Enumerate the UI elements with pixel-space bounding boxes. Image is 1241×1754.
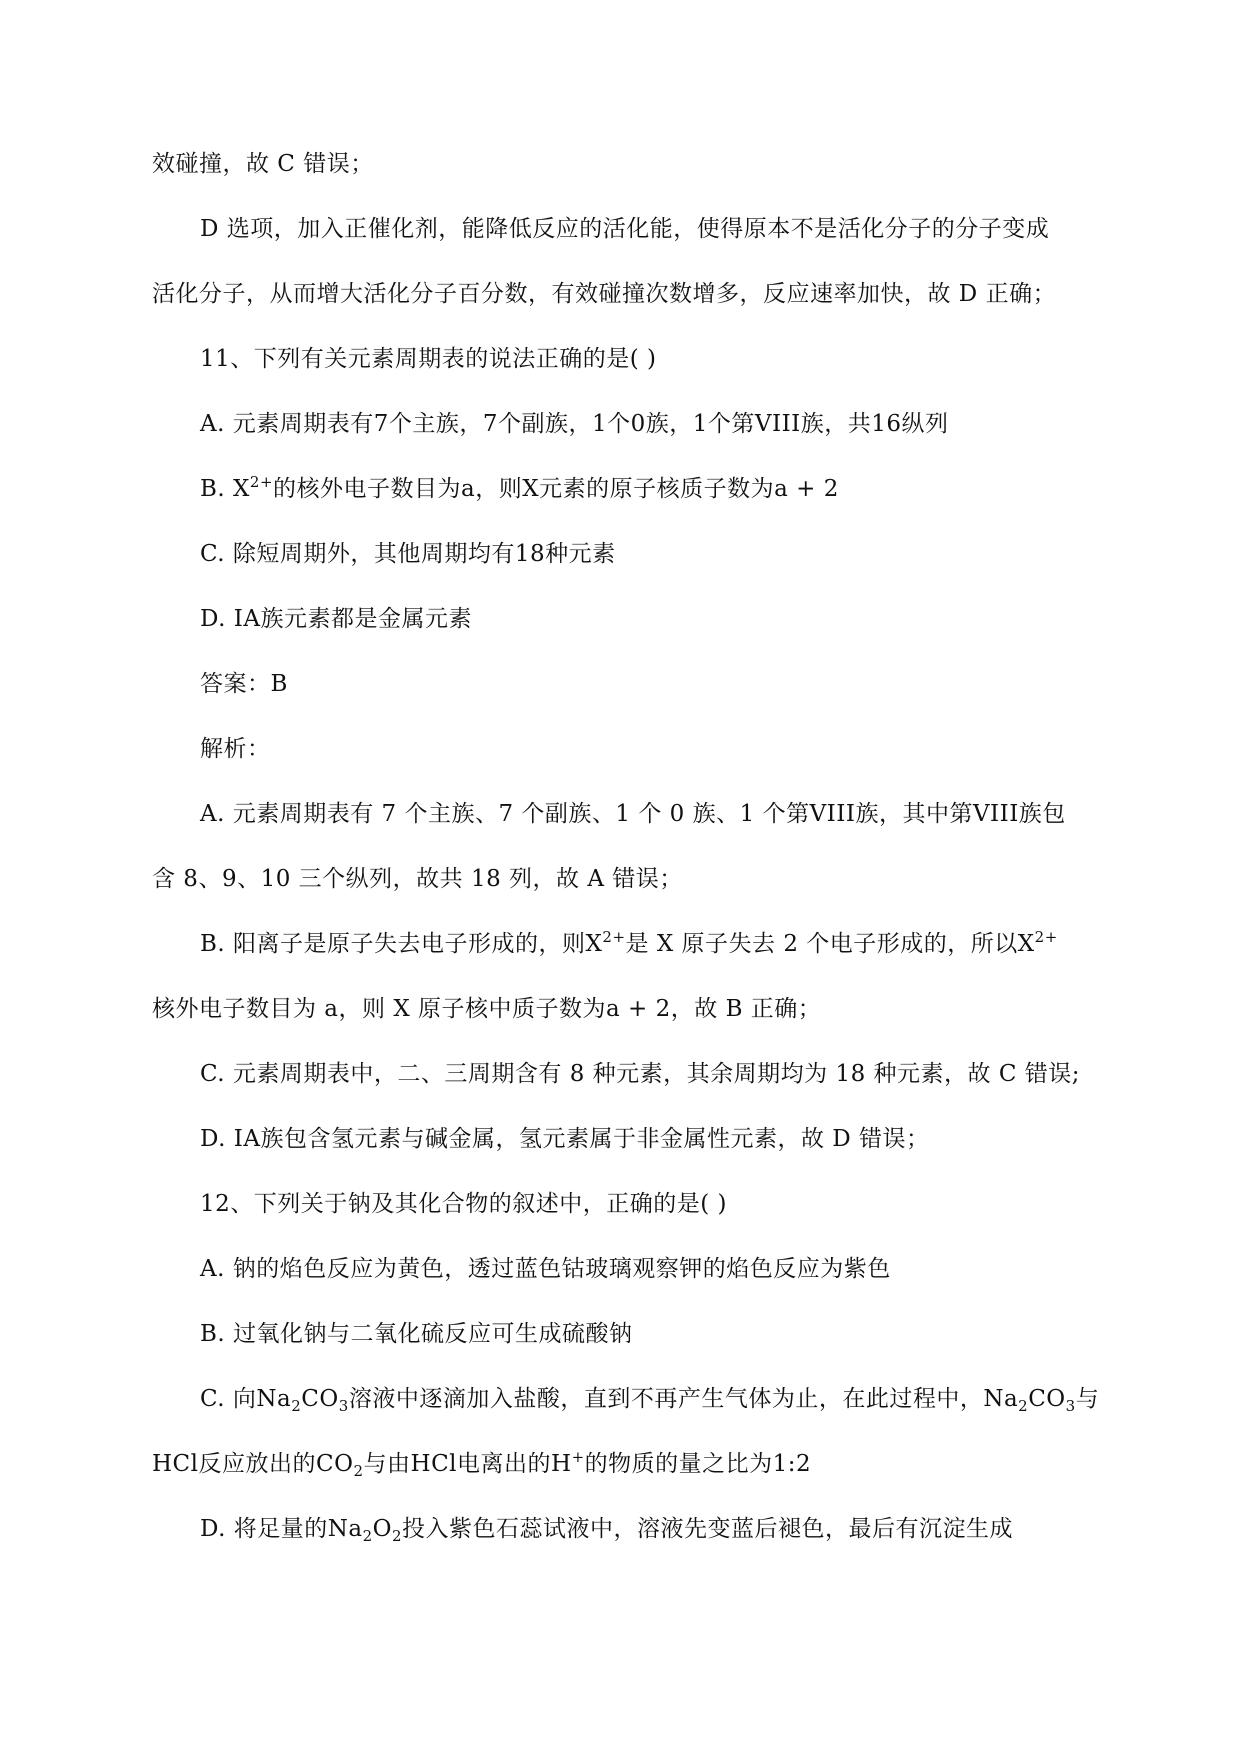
question-12-option-b: B. 过氧化钠与二氧化硫反应可生成硫酸钠 [200, 1321, 633, 1347]
analysis-line: A. 元素周期表有 7 个主族、7 个副族、1 个 0 族、1 个第VIII族，其中第VIII族包 [200, 801, 1066, 827]
analysis-heading: 解析： [200, 736, 271, 762]
analysis-line: C. 元素周期表中，二、三周期含有 8 种元素，其余周期均为 18 种元素，故 C 错误; [200, 1061, 1081, 1087]
question-12-option-c: C. 向$Na_2CO_3$溶液中逐滴加入盐酸，直到不再产生气体为止，在此过程中，$Na_2CO_3$与 [200, 1386, 1100, 1415]
answer-line: 答案：B [200, 671, 288, 697]
question-11-option-c: C. 除短周期外，其他周期均有18种元素 [200, 541, 616, 567]
text-line: D 选项，加入正催化剂，能降低反应的活化能，使得原本不是活化分子的分子变成 [200, 216, 1050, 242]
question-11-option-d: D. ⅠA族元素都是金属元素 [200, 606, 472, 632]
analysis-line: D. ⅠA族包含氢元素与碱金属，氢元素属于非金属性元素，故 D 错误； [200, 1126, 930, 1152]
question-11-option-a: A. 元素周期表有7个主族，7个副族，1个0族，1个第VIII族，共16纵列 [200, 411, 949, 437]
question-11-stem: 11、下列有关元素周期表的说法正确的是( ) [200, 346, 657, 372]
question-12-option-d: D. 将足量的$Na_2O_2$投入紫色石蕊试液中，溶液先变蓝后褪色，最后有沉淀生成 [200, 1516, 1014, 1545]
text-line: 效碰撞，故 C 错误； [152, 151, 374, 177]
text-line: 活化分子，从而增大活化分子百分数，有效碰撞次数增多，反应速率加快，故 D 正确； [152, 281, 1057, 307]
question-12-stem: 12、下列关于钠及其化合物的叙述中，正确的是( ) [200, 1191, 728, 1217]
question-11-option-b: B. $X^{2+}$的核外电子数目为a，则X元素的原子核质子数为a + 2 [200, 473, 839, 502]
question-12-option-a: A. 钠的焰色反应为黄色，透过蓝色钴玻璃观察钾的焰色反应为紫色 [200, 1256, 891, 1282]
analysis-line: 核外电子数目为 a，则 X 原子核中质子数为a + 2，故 B 正确； [152, 996, 822, 1022]
question-12-option-c-cont: HCl反应放出的$CO_2$与由HCl电离出的H+的物质的量之比为1:2 [152, 1448, 812, 1480]
analysis-line: B. 阳离子是原子失去电子形成的，则$X^{2+}$是 X 原子失去 2 个电子形成的，所以$X^{2+}$ [200, 928, 1058, 957]
analysis-line: 含 8、9、10 三个纵列，故共 18 列，故 A 错误； [152, 866, 683, 892]
